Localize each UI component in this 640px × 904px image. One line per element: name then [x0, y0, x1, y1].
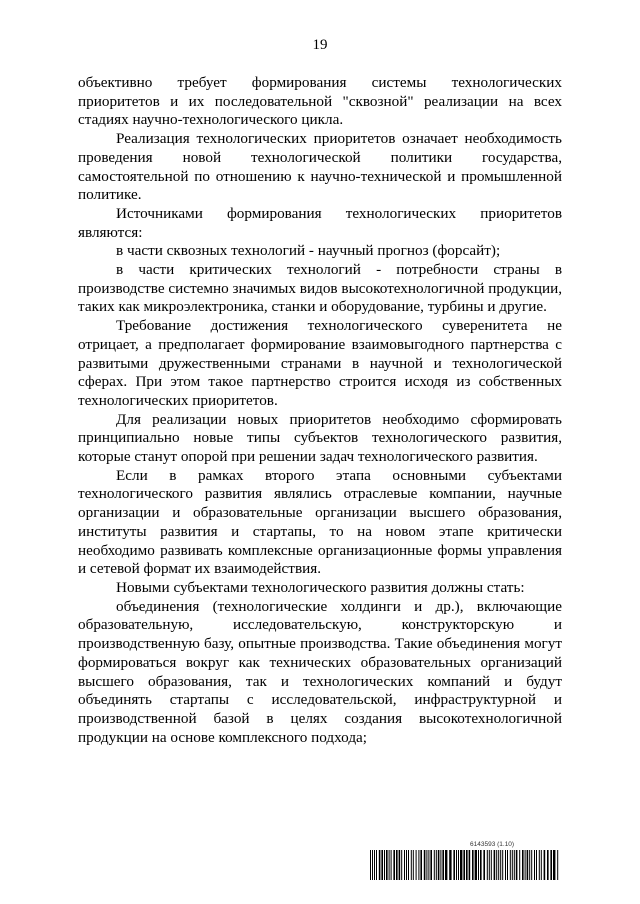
paragraph: Источниками формирования технологических приоритетов являются:: [78, 204, 562, 241]
paragraph: Требование достижения технологического суверенитета не отрицает, а предполагает формирование взаимовыгодного партнерства с развитыми дружественными странами в научной и технологической сферах. При этом такое партнерство строится исходя из собственных технологических приоритетов.: [78, 317, 562, 409]
paragraph: Для реализации новых приоритетов необходимо сформировать принципиально новые типы субъектов технологического развития, которые станут опорой при решении задач технологического развития.: [78, 410, 562, 466]
document-body: [78, 74, 562, 747]
document-code: 6143593 (1.10): [470, 841, 515, 848]
barcode: [370, 850, 562, 880]
paragraph: Если в рамках второго этапа основными субъектами технологического развития являлись отраслевые компании, научные организации и образовательные организации высшего образования, институты развития и стартапы, то на новом этапе критически необходимо развивать комплексные организационные формы управления и сетевой формат их взаимодействия.: [78, 466, 562, 578]
paragraph: объединения (технологические холдинги и др.), включающие образовательную, исследовательскую, конструкторскую и производственную базу, опытные производства. Такие объединения могут формироваться вокруг как технических образовательных организаций высшего образования, так и технологических компаний и будут объединять стартапы с исследовательской, инфраструктурной и производственной базой в целях создания высокотехнологичной продукции на основе комплексного подхода;: [78, 597, 562, 746]
paragraph: в части сквозных технологий - научный прогноз (форсайт);: [116, 242, 501, 260]
paragraph: Реализация технологических приоритетов означает необходимость проведения новой технологической политики государства, самостоятельной по отношению к научно-технической и промышленной политике.: [78, 130, 562, 204]
page-number: 19: [312, 37, 328, 53]
paragraph: объективно требует формирования системы технологических приоритетов и их последовательной "сквозной" реализации на всех стадиях научно-технологического цикла.: [78, 74, 562, 129]
paragraph: Новыми субъектами технологического развития должны стать:: [116, 578, 525, 596]
paragraph: в части критических технологий - потребности страны в производстве системно значимых видов высокотехнологичной продукции, таких как микроэлектроника, станки и оборудование, турбины и другие.: [78, 261, 562, 316]
